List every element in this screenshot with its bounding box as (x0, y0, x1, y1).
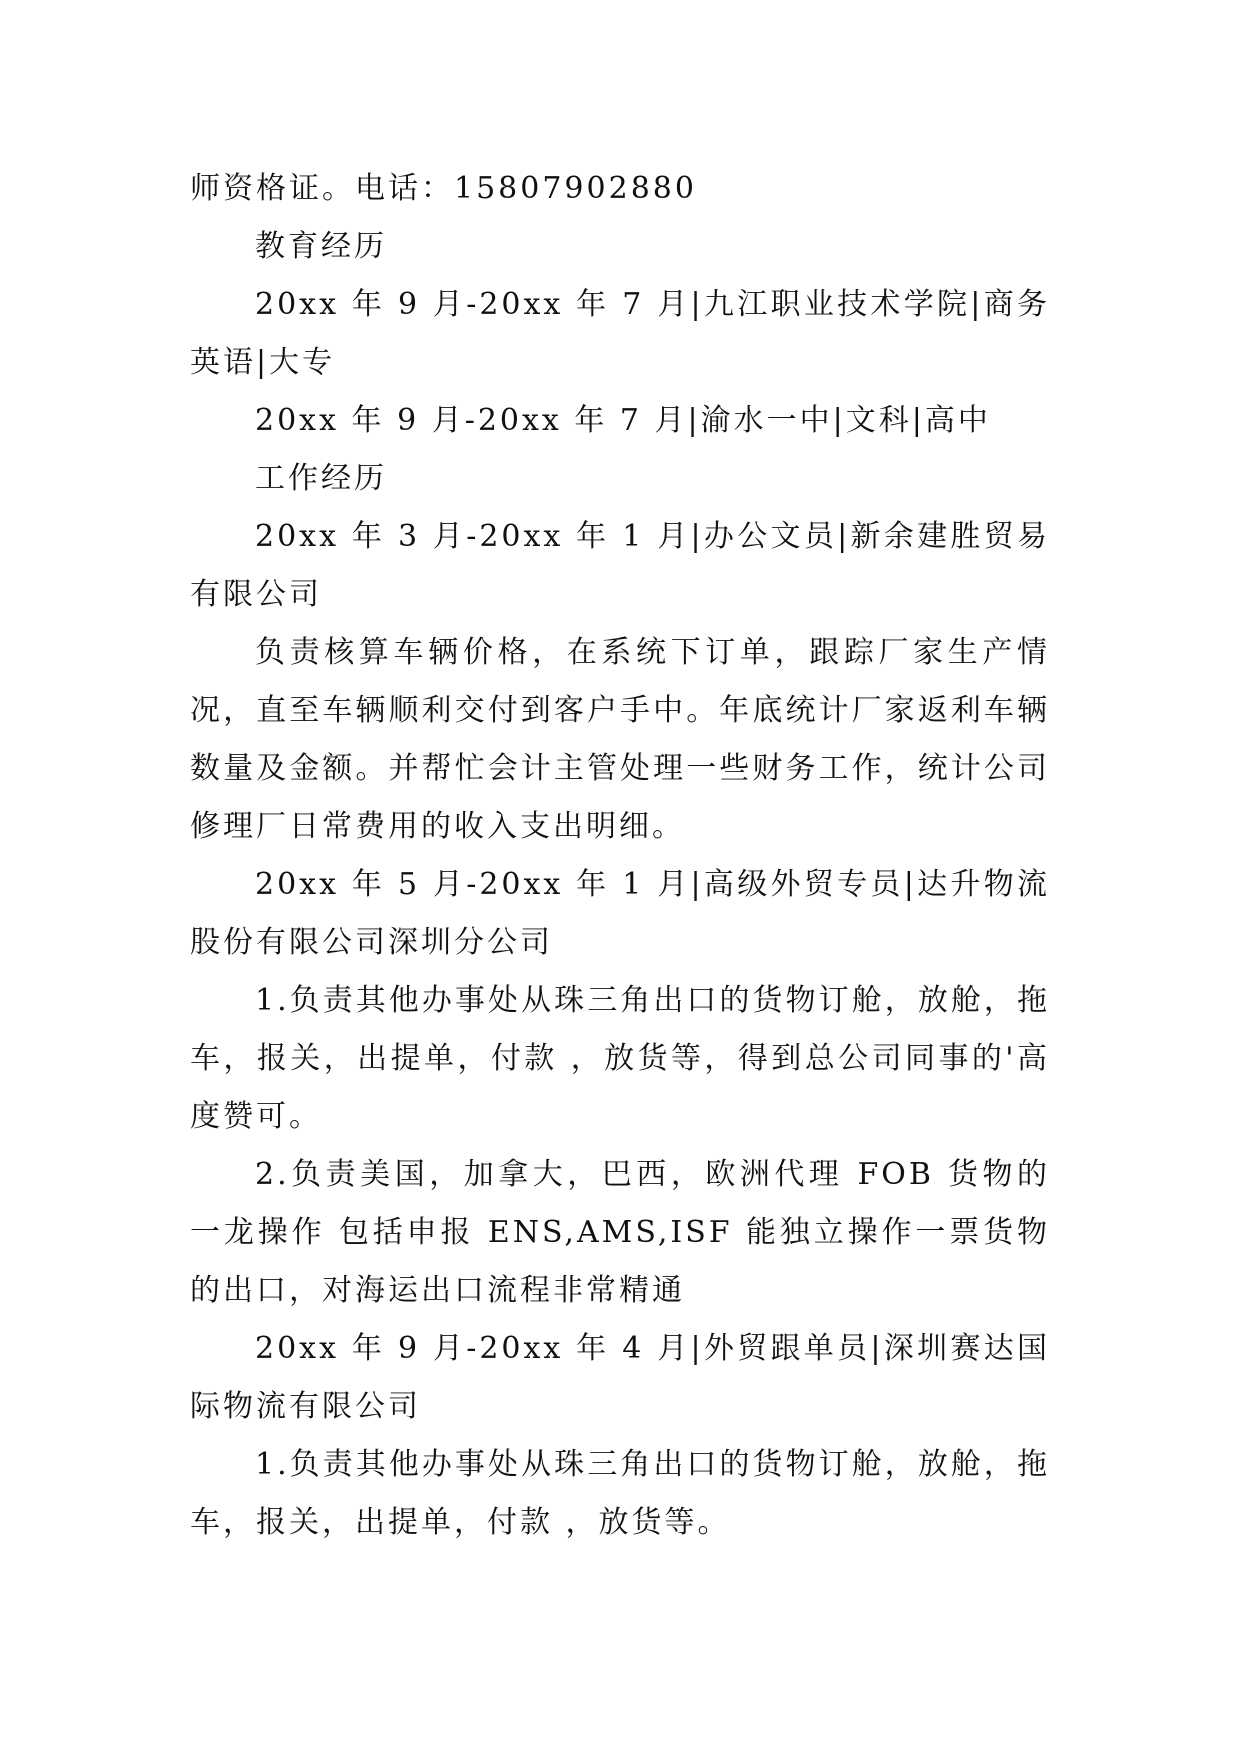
work-entry-3-header: 20xx 年 9 月-20xx 年 4 月|外贸跟单员|深圳赛达国际物流有限公司 (190, 1331, 1050, 1424)
section-heading-education: 教育经历 (255, 229, 387, 264)
education-entry-highschool: 20xx 年 9 月-20xx 年 7 月|渝水一中|文科|高中 (255, 403, 991, 438)
work-entry-2-header: 20xx 年 5 月-20xx 年 1 月|高级外贸专员|达升物流股份有限公司深圳分公司 (190, 867, 1050, 960)
education-entry-college: 20xx 年 9 月-20xx 年 7 月|九江职业技术学院|商务英语|大专 (190, 287, 1050, 380)
section-heading-work: 工作经历 (255, 461, 387, 496)
work-entry-1-description: 负责核算车辆价格，在系统下订单，跟踪厂家生产情况，直至车辆顺利交付到客户手中。年底统计厂家返利车辆数量及金额。并帮忙会计主管处理一些财务工作，统计公司修理厂日常费用的收入支出明细。 (190, 635, 1050, 844)
work-entry-2-duty-2: 2.负责美国，加拿大，巴西，欧洲代理 FOB 货物的一龙操作 包括申报 ENS,AMS,ISF 能独立操作一票货物的出口，对海运出口流程非常精通 (190, 1157, 1050, 1308)
contact-line: 师资格证。电话：15807902880 (190, 171, 697, 206)
work-entry-2-duty-1: 1.负责其他办事处从珠三角出口的货物订舱，放舱，拖车，报关，出提单，付款 ，放货等，得到总公司同事的'高度赞可。 (190, 983, 1050, 1134)
document-body (190, 160, 1050, 1552)
work-entry-3-duty-1: 1.负责其他办事处从珠三角出口的货物订舱，放舱，拖车，报关，出提单，付款 ，放货等。 (190, 1447, 1050, 1540)
work-entry-1-header: 20xx 年 3 月-20xx 年 1 月|办公文员|新余建胜贸易有限公司 (190, 519, 1050, 612)
